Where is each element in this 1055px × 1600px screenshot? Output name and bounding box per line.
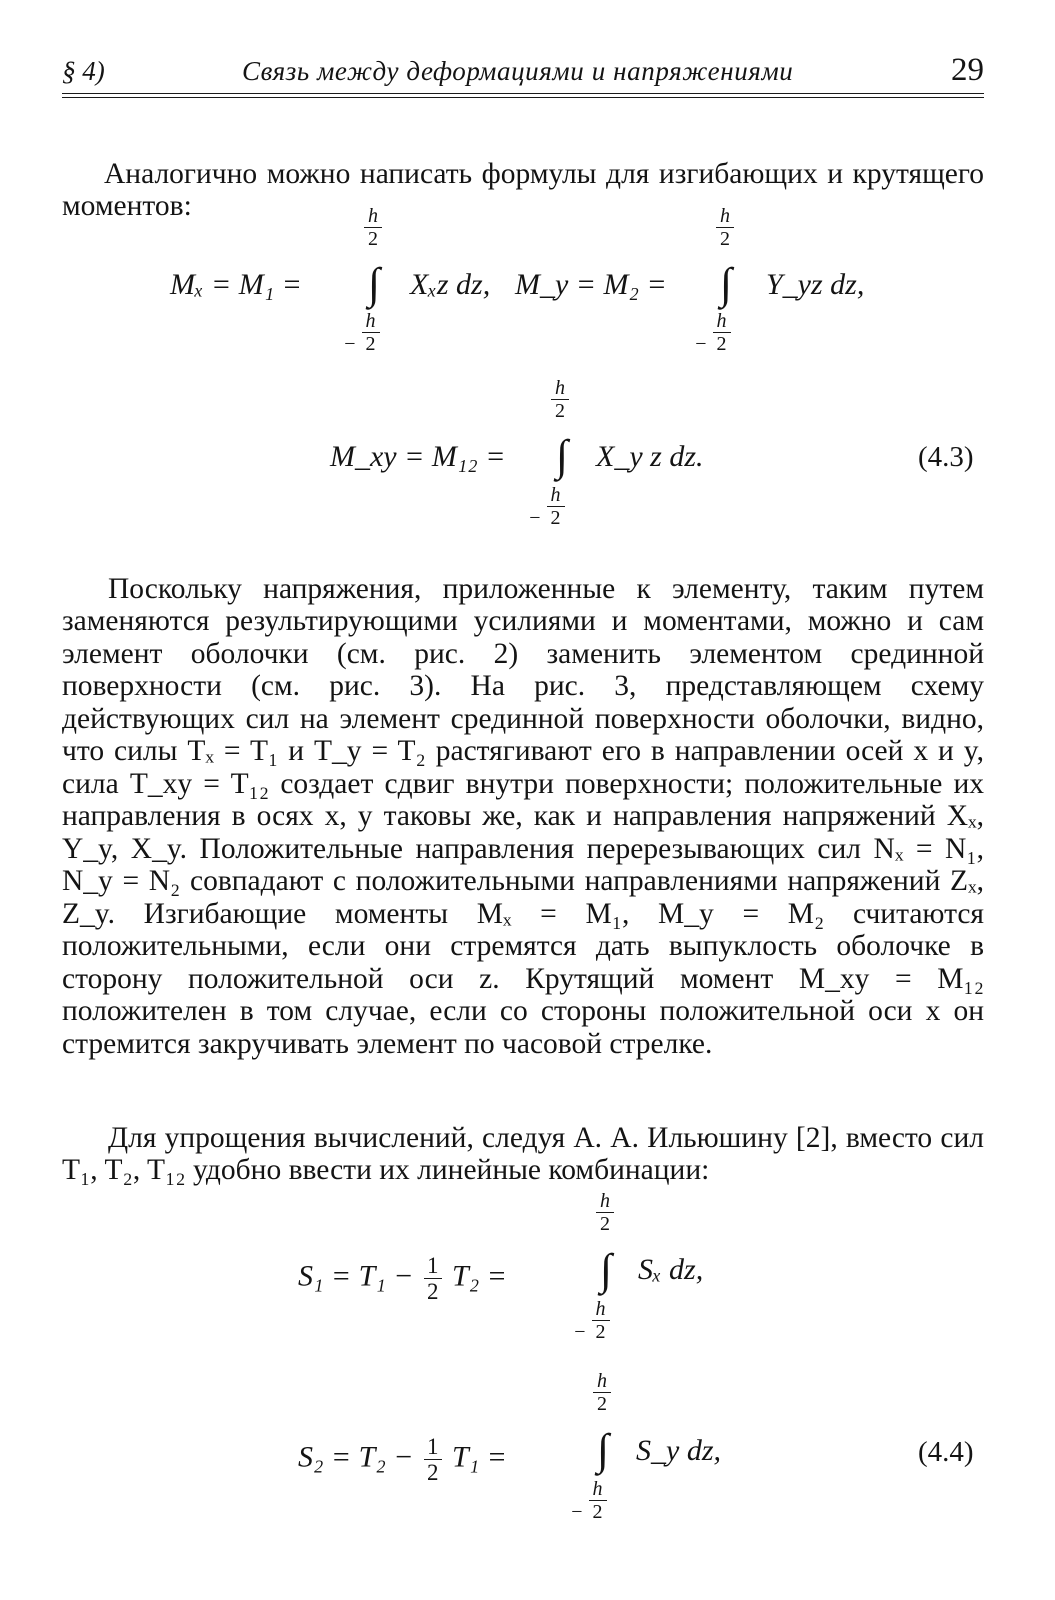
- header-rule: [62, 93, 984, 94]
- integral-sign: ∫: [600, 1245, 613, 1294]
- integral-sign: ∫: [720, 259, 733, 308]
- upper-limit: $\frac{h}{2}$: [364, 205, 382, 251]
- eq-s1-mid: T₂ =: [452, 1259, 507, 1293]
- eq-mx-integrand: Xₓz dz,: [410, 268, 491, 301]
- eq-mx-left: Mₓ = M₁ =: [170, 268, 302, 301]
- integral-sign: ∫: [556, 431, 569, 480]
- running-header: [62, 52, 984, 96]
- eq-mxy-left: M_xy = M₁₂ =: [330, 440, 506, 473]
- eq-s2-mid: T₁ =: [452, 1440, 507, 1474]
- equation-number: (4.4): [918, 1436, 974, 1468]
- lower-limit: − $\frac{h}{2}$: [528, 484, 565, 530]
- lower-limit: − $\frac{h}{2}$: [573, 1298, 610, 1344]
- upper-limit: $\frac{h}{2}$: [596, 1190, 614, 1236]
- upper-limit: $\frac{h}{2}$: [716, 205, 734, 251]
- paragraph-intro-moments: Аналогично можно написать формулы для изгибающих и крутящего моментов:: [62, 157, 984, 222]
- eq-s2-integrand: S_y dz,: [636, 1434, 721, 1467]
- equation-number: (4.3): [918, 441, 974, 473]
- paragraph-forces-description: Поскольку напряжения, приложенные к элементу, таким путем заменяются результирующими усилиями и моментами, можно и сам элемент оболочки (см. рис. 2) заменить элементом срединной поверхности (см. рис. 3). На рис. 3, представляющем схему действующих сил на элемент срединной поверхности оболочки, видно, что силы Tₓ = T₁ и T_y = T₂ растягивают его в направлении осей x и y, сила T_xy = T₁₂ создает сдвиг внутри поверхности; положительные их направления в осях x, y таковы же, как и направления напряжений Xₓ, Y_y, X_y. Положительные направления перерезывающих сил Nₓ = N₁, N_y = N₂ совпадают с положительными направлениями напряжений Zₓ, Z_y. Изгибающие моменты Mₓ = M₁, M_y = M₂ считаются положительными, если они стремятся дать выпуклость оболочке в сторону положительной оси z. Крутящий момент M_xy = M₁₂ положителен в том случае, если со стороны положительной оси x он стремится закручивать элемент по часовой стрелке.: [62, 572, 984, 1060]
- eq-my-left: M_y = M₂ =: [515, 268, 667, 301]
- section-marker: § 4): [62, 56, 105, 86]
- chapter-title: Связь между деформациями и напряжениями: [242, 56, 794, 86]
- eq-s1-left: S₁ = T₁ −: [298, 1259, 414, 1293]
- eq-mxy-integrand: X_y z dz.: [596, 440, 704, 473]
- integral-sign: ∫: [368, 259, 381, 308]
- paragraph-linear-combinations: Для упрощения вычислений, следуя А. А. Ильюшину [2], вместо сил T₁, T₂, T₁₂ удобно ввести их линейные комбинации:: [62, 1121, 984, 1186]
- eq-s2-left: S₂ = T₂ −: [298, 1440, 414, 1474]
- integral-sign: ∫: [597, 1425, 610, 1474]
- lower-limit: − $\frac{h}{2}$: [343, 310, 380, 356]
- fraction-half: $\frac{1}{2}$: [424, 1434, 442, 1485]
- lower-limit: − $\frac{h}{2}$: [694, 310, 731, 356]
- upper-limit: $\frac{h}{2}$: [593, 1370, 611, 1416]
- page-number: 29: [951, 52, 984, 88]
- lower-limit: − $\frac{h}{2}$: [570, 1478, 607, 1524]
- eq-my-integrand: Y_yz dz,: [766, 268, 865, 301]
- eq-s1-integrand: Sₓ dz,: [638, 1253, 704, 1286]
- header-rule-thin: [62, 97, 984, 98]
- fraction-half: $\frac{1}{2}$: [424, 1253, 442, 1304]
- upper-limit: $\frac{h}{2}$: [551, 377, 569, 423]
